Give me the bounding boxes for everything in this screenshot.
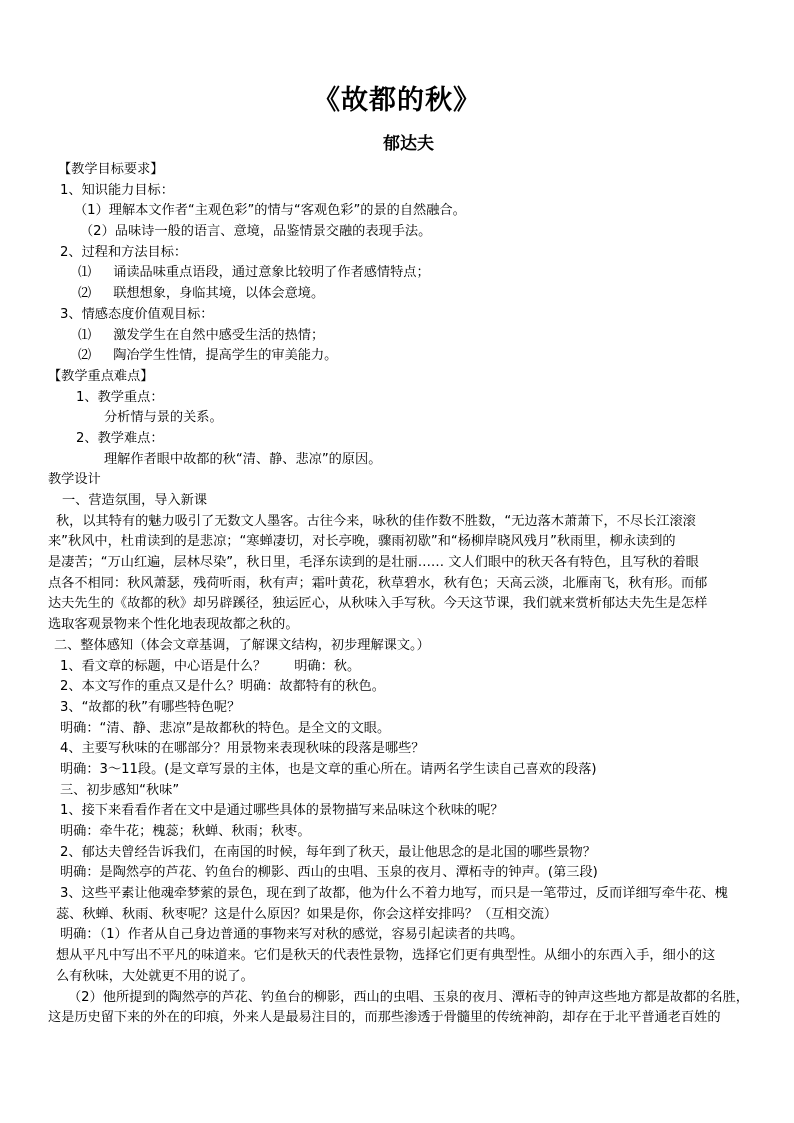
section-heading: 【教学重点难点】 xyxy=(48,368,154,384)
text-line: 二、整体感知（体会文章基调，了解课文结构，初步理解课文。） xyxy=(54,637,430,653)
list-text: 联想想象，身临其境，以体会意境。 xyxy=(113,286,325,302)
text-line: 明确：是陶然亭的芦花、钓鱼台的柳影、西山的虫唱、玉泉的夜月、潭柘寺的钟声。(第三段) xyxy=(60,865,598,881)
list-marker: ⑴ xyxy=(78,327,92,343)
list-item xyxy=(48,326,768,347)
list-marker: ⑵ xyxy=(78,286,92,302)
text-line: （2）品味诗一般的语言、意境，品鉴情景交融的表现手法。 xyxy=(80,224,432,240)
paragraph-line: 秋，以其特有的魅力吸引了无数文人墨客。古往今来，咏秋的佳作数不胜数，“无边落木萧萧下，不尽长江滚滚 xyxy=(56,513,696,529)
list-item xyxy=(48,346,768,367)
text-line: 1、接下来看看作者在文中是通过哪些具体的景物描写来品味这个秋味的呢？ xyxy=(60,803,504,819)
text-line: 2、教学难点： xyxy=(76,430,164,446)
paragraph-line: （2）他所提到的陶然亭的芦花、钓鱼台的柳影，西山的虫唱、玉泉的夜月、潭柘寺的钟声这些地方都是故都的名胜， xyxy=(68,989,749,1005)
paragraph-line: 来”秋风中，杜甫读到的是悲凉；“寒蝉凄切，对长亭晚，骤雨初歇”和“杨柳岸晓风残月”秋雨里，柳永读到的 xyxy=(48,534,676,550)
paragraph-line: 3、这些平素让他魂牵梦萦的景色，现在到了故都，他为什么不着力地写，而只是一笔带过，反而详细写牵牛花、槐 xyxy=(60,886,728,902)
document-body xyxy=(48,160,768,1029)
paragraph-line: 这是历史留下来的外在的印痕，外来人是最易注目的，而那些渗透于骨髓里的传统神韵，却存在于北平普通老百姓的 xyxy=(48,1010,721,1026)
document-author: 郁达夫 xyxy=(383,134,434,154)
text-line: 分析情与景的关系。 xyxy=(104,410,223,426)
paragraph-line: 想从平凡中写出不平凡的味道来。它们是秋天的代表性景物，选择它们更有典型性。从细小的东西入手，细小的这 xyxy=(56,948,716,964)
list-text: 诵读品味重点语段，通过意象比较明了作者感情特点； xyxy=(113,265,430,281)
text-line: 明确：3～11段。(是文章写景的主体，也是文章的重心所在。请两名学生读自己喜欢的段落) xyxy=(60,761,597,777)
question-line xyxy=(48,657,768,678)
paragraph-line: 选取客观景物来个性化地表现故都之秋的。 xyxy=(48,617,299,633)
question-text: 1、看文章的标题，中心语是什么？ xyxy=(60,658,267,674)
text-line: 2、郁达夫曾经告诉我们，在南国的时候，每年到了秋天，最让他思念的是北国的哪些景物？ xyxy=(60,844,596,860)
text-line: 理解作者眼中故都的秋“清、静、悲凉”的原因。 xyxy=(104,451,382,467)
document-title: 《故都的秋》 xyxy=(313,85,481,116)
answer-text: 明确：秋。 xyxy=(294,658,361,674)
paragraph-line: 么有秋味，大处就更不用的说了。 xyxy=(56,968,254,984)
paragraph-line: 是凄苦；“万山红遍，层林尽染”，秋日里，毛泽东读到的是壮丽…… 文人们眼中的秋天各有特色，且写秋的着眼 xyxy=(48,555,699,571)
paragraph-line: 点各不相同：秋风萧瑟，残荷听雨，秋有声；霜叶黄花，秋草碧水，秋有色；天高云淡，北雁南飞，秋有形。而郁 xyxy=(48,575,708,591)
text-line: 一、营造氛围，导入新课 xyxy=(62,493,208,508)
text-line: 2、过程和方法目标： xyxy=(60,244,188,260)
list-item xyxy=(48,263,768,284)
list-text: 激发学生在自然中感受生活的热情； xyxy=(113,327,325,343)
section-heading: 教学设计 xyxy=(48,472,101,488)
text-line: 三、初步感知“秋味” xyxy=(60,782,180,798)
text-line: 3、情感态度价值观目标： xyxy=(60,306,214,322)
text-line: 明确：（1）作者从自己身边普通的事物来写对秋的感觉，容易引起读者的共鸣。 xyxy=(60,927,524,943)
paragraph-line: 蕊、秋蝉、秋雨、秋枣呢？这是什么原因？如果是你，你会这样安排吗？（互相交流） xyxy=(56,906,558,922)
list-text: 陶冶学生性情，提高学生的审美能力。 xyxy=(113,348,338,364)
paragraph-line: 达夫先生的《故都的秋》却另辟蹊径，独运匠心，从秋味入手写秋。今天这节课，我们就来赏析郁达夫先生是怎样 xyxy=(48,596,708,612)
text-line: （1）理解本文作者“主观色彩”的情与“客观色彩”的景的自然融合。 xyxy=(74,203,466,219)
list-item xyxy=(48,284,768,305)
text-line: 明确：“清、静、悲凉”是故都秋的特色。是全文的文眼。 xyxy=(60,720,391,736)
section-heading: 【教学目标要求】 xyxy=(58,162,164,177)
text-line: 4、主要写秋味的在哪部分？用景物来表现秋味的段落是哪些？ xyxy=(60,741,425,757)
text-line: 2、本文写作的重点又是什么？明确：故都特有的秋色。 xyxy=(60,679,385,695)
text-line: 明确：牵牛花；槐蕊；秋蝉、秋雨；秋枣。 xyxy=(60,824,311,839)
text-line: 3、“故都的秋”有哪些特色呢？ xyxy=(60,699,241,715)
text-line: 1、知识能力目标： xyxy=(60,182,174,198)
list-marker: ⑴ xyxy=(78,265,92,281)
text-line: 1、教学重点： xyxy=(76,389,164,405)
list-marker: ⑵ xyxy=(78,348,92,364)
